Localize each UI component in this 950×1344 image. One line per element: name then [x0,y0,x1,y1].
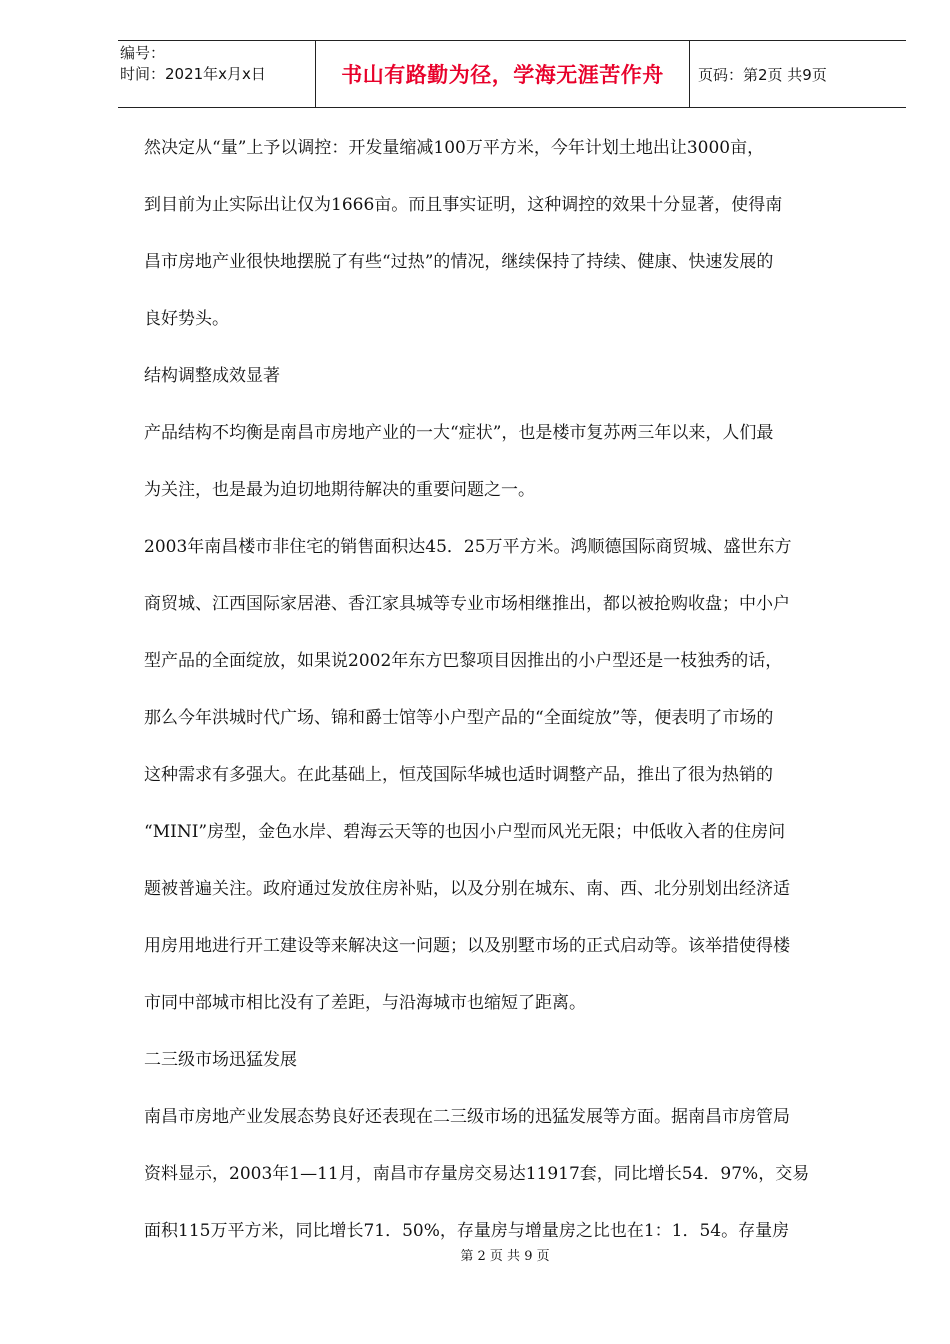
text-line: 面积115万平方米，同比增长71．50%，存量房与增量房之比也在1：1．54。存量房 [144,1221,790,1241]
document-time: 时间：2021年x月x日 [120,65,266,83]
text-line: “MINI”房型，金色水岸、碧海云天等的也因小户型而风光无限；中低收入者的住房问 [144,822,786,842]
text-line: 昌市房地产业很快地摆脱了有些“过热”的情况，继续保持了持续、健康、快速发展的 [144,252,774,272]
text-line: 商贸城、江西国际家居港、香江家具城等专业市场相继推出，都以被抢购收盘；中小户 [144,594,790,614]
text-line: 良好势头。 [144,309,229,329]
page-header [118,40,906,108]
header-meta [118,41,316,107]
section-heading: 结构调整成效显著 [144,366,280,386]
document-number: 编号： [120,44,166,62]
section-heading: 二三级市场迅猛发展 [144,1050,297,1070]
text-line: 2003年南昌楼市非住宅的销售面积达45．25万平方米。鸿顺德国际商贸城、盛世东方 [144,537,792,557]
header-motto: 书山有路勤为径，学海无涯苦作舟 [316,41,690,107]
text-line: 型产品的全面绽放，如果说2002年东方巴黎项目因推出的小户型还是一枝独秀的话， [144,651,783,671]
header-page-number: 页码：第2页 共9页 [698,65,827,84]
text-line: 南昌市房地产业发展态势良好还表现在二三级市场的迅猛发展等方面。据南昌市房管局 [144,1107,790,1127]
page-footer: 第 2 页 共 9 页 [460,1249,550,1264]
text-line: 市同中部城市相比没有了差距，与沿海城市也缩短了距离。 [144,993,586,1013]
text-line: 为关注，也是最为迫切地期待解决的重要问题之一。 [144,480,535,500]
text-line: 这种需求有多强大。在此基础上，恒茂国际华城也适时调整产品，推出了很为热销的 [144,765,773,785]
text-line: 产品结构不均衡是南昌市房地产业的一大“症状”，也是楼市复苏两三年以来，人们最 [144,423,774,443]
text-line: 用房用地进行开工建设等来解决这一问题；以及别墅市场的正式启动等。该举措使得楼 [144,936,790,956]
text-line: 到目前为止实际出让仅为1666亩。而且事实证明，这种调控的效果十分显著，使得南 [144,195,783,215]
text-line: 然决定从“量”上予以调控：开发量缩减100万平方米，今年计划土地出让3000亩， [144,138,765,158]
text-line: 资料显示，2003年1—11月，南昌市存量房交易达11917套，同比增长54．97%，交易 [144,1164,810,1184]
document-body [144,125,884,1265]
text-line: 题被普遍关注。政府通过发放住房补贴，以及分别在城东、南、西、北分别划出经济适 [144,879,790,899]
text-line: 那么今年洪城时代广场、锦和爵士馆等小户型产品的“全面绽放”等，便表明了市场的 [144,708,774,728]
